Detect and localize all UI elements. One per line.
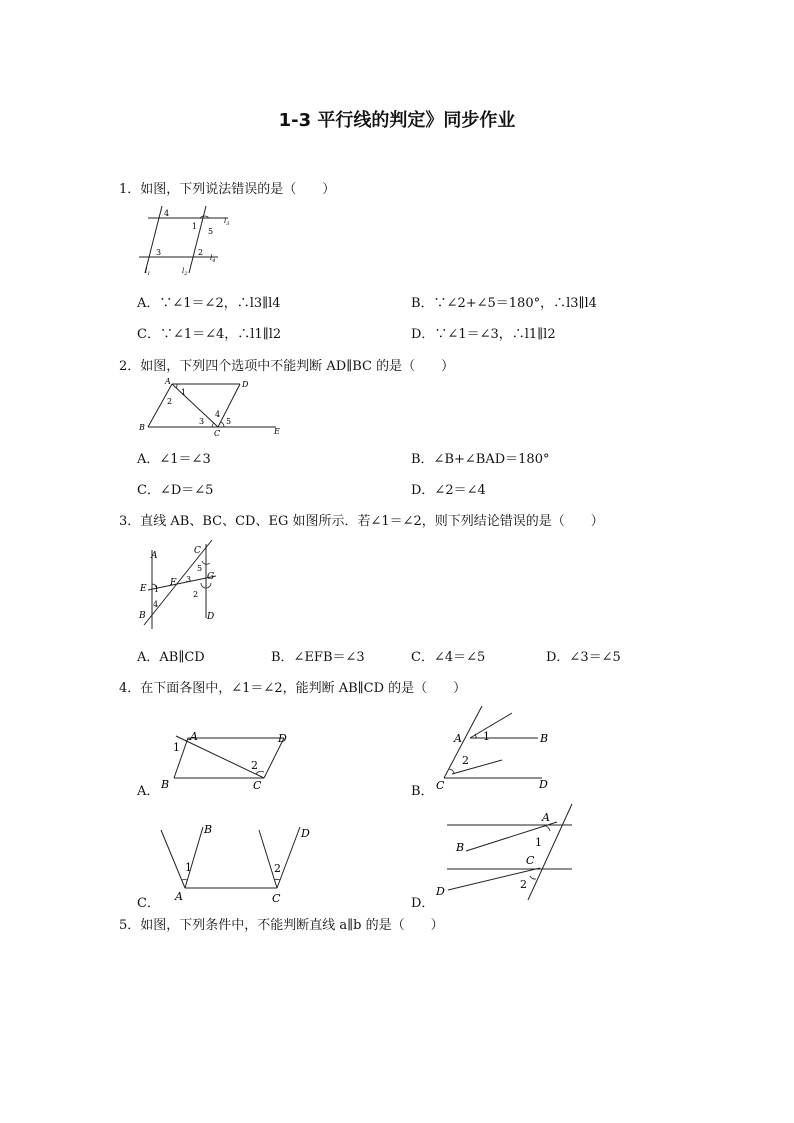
fig1-l1: $l_1$ — [145, 267, 151, 277]
q1-option-c: C．∵∠1＝∠4，∴l1∥l2 — [137, 327, 282, 342]
q3-option-d: D．∠3＝∠5 — [546, 650, 621, 665]
question-4-figure-c — [155, 818, 320, 902]
fig2-C: C — [214, 429, 221, 436]
fig2-E: E — [274, 427, 280, 436]
question-4-figure-d — [432, 802, 582, 900]
question-4-stem: 4．在下面各图中，∠1＝∠2，能判断 AB∥CD 的是（ ） — [119, 681, 467, 696]
fig1-l3: $l_3$ — [224, 217, 230, 227]
q3-option-b: B．∠EFB＝∠3 — [271, 650, 365, 665]
fig4d-angle-1: 1 — [535, 836, 542, 849]
question-1-figure — [136, 203, 236, 277]
fig1-angle-4: 4 — [164, 209, 170, 218]
question-3-stem: 3．直线 AB、BC、CD、EG 如图所示．若∠1＝∠2，则下列结论错误的是（ ） — [119, 514, 604, 529]
question-2-figure — [136, 376, 286, 436]
question-4-figure-a — [160, 725, 310, 795]
question-3-figure — [136, 536, 226, 632]
fig4a-angle-2: 2 — [251, 759, 258, 772]
question-2-stem: 2．如图，下列四个选项中不能判断 AD∥BC 的是（ ） — [119, 359, 455, 374]
fig4d-angle-2: 2 — [520, 878, 527, 891]
fig4d-A: A — [542, 811, 550, 824]
q2-option-b: B．∠B+∠BAD＝180° — [411, 452, 550, 467]
fig4c-angle-2: 2 — [274, 862, 281, 875]
fig4b-D: D — [539, 778, 548, 791]
page-title: 1-3 平行线的判定》同步作业 — [278, 110, 516, 131]
fig4b-angle-2: 2 — [462, 754, 469, 767]
fig4a-angle-1: 1 — [173, 741, 180, 754]
fig2-angle-2: 2 — [167, 397, 173, 406]
fig4d-B: B — [456, 841, 465, 854]
fig4b-C: C — [436, 779, 445, 792]
fig1-angle-5: 5 — [208, 227, 214, 236]
q3-option-a: A．AB∥CD — [137, 650, 205, 665]
fig4c-angle-1: 1 — [185, 861, 192, 874]
q4-option-c-label: C． — [137, 896, 160, 911]
q4-option-b-label: B． — [411, 784, 434, 799]
q1-option-d: D．∵∠1＝∠3，∴l1∥l2 — [411, 327, 556, 342]
fig4b-B: B — [540, 732, 549, 745]
q3-option-c: C．∠4＝∠5 — [411, 650, 486, 665]
fig3-A: A — [151, 551, 158, 561]
fig1-angle-2: 2 — [198, 248, 204, 257]
fig4b-angle-1: 1 — [483, 730, 490, 743]
fig2-A: A — [165, 377, 171, 386]
q1-option-a: A．∵∠1＝∠2，∴l3∥l4 — [137, 296, 281, 311]
q2-option-c: C．∠D＝∠5 — [137, 483, 214, 498]
fig3-C: C — [194, 546, 201, 556]
fig2-angle-5: 5 — [226, 417, 232, 426]
q4-option-d-label: D． — [411, 896, 435, 911]
fig4a-B: B — [161, 778, 170, 791]
fig1-angle-1: 1 — [192, 222, 198, 231]
q2-option-a: A．∠1＝∠3 — [137, 452, 211, 467]
fig4a-D: D — [278, 732, 287, 745]
fig4a-C: C — [253, 779, 262, 792]
fig3-D: D — [207, 612, 215, 622]
q1-option-b: B．∵∠2+∠5＝180°，∴l3∥l4 — [411, 296, 597, 311]
question-5-stem: 5．如图，下列条件中，不能判断直线 a∥b 的是（ ） — [119, 918, 444, 933]
fig3-angle-1: 1 — [154, 585, 160, 594]
question-4-figure-b — [432, 704, 562, 796]
q2-option-d: D．∠2＝∠4 — [411, 483, 486, 498]
fig1-l2: $l_2$ — [182, 267, 188, 277]
fig3-B: B — [139, 611, 146, 621]
fig4c-D: D — [301, 827, 310, 840]
fig4b-A: A — [454, 732, 462, 745]
fig4d-D: D — [436, 885, 445, 898]
fig1-l4: $l_4$ — [210, 254, 216, 264]
fig3-angle-4: 4 — [153, 600, 159, 609]
fig3-angle-2: 2 — [193, 590, 199, 599]
fig3-angle-5: 5 — [197, 564, 203, 573]
fig2-B: B — [139, 423, 145, 432]
fig1-angle-3: 3 — [156, 248, 162, 257]
fig2-angle-4: 4 — [215, 410, 221, 419]
fig3-angle-3: 3 — [186, 575, 192, 584]
fig4c-A: A — [175, 890, 183, 902]
fig4c-C: C — [272, 892, 281, 902]
question-1-stem: 1．如图，下列说法错误的是（ ） — [119, 182, 336, 197]
fig3-E: E — [140, 584, 147, 594]
fig4c-B: B — [204, 823, 213, 836]
fig3-F: F — [170, 578, 177, 588]
q4-option-a-label: A． — [137, 784, 160, 799]
fig2-angle-1: 1 — [181, 388, 187, 397]
fig4a-A: A — [190, 730, 198, 743]
fig2-D: D — [242, 380, 249, 389]
fig3-G: G — [207, 572, 215, 582]
fig2-angle-3: 3 — [199, 417, 205, 426]
fig4d-C: C — [526, 854, 535, 867]
